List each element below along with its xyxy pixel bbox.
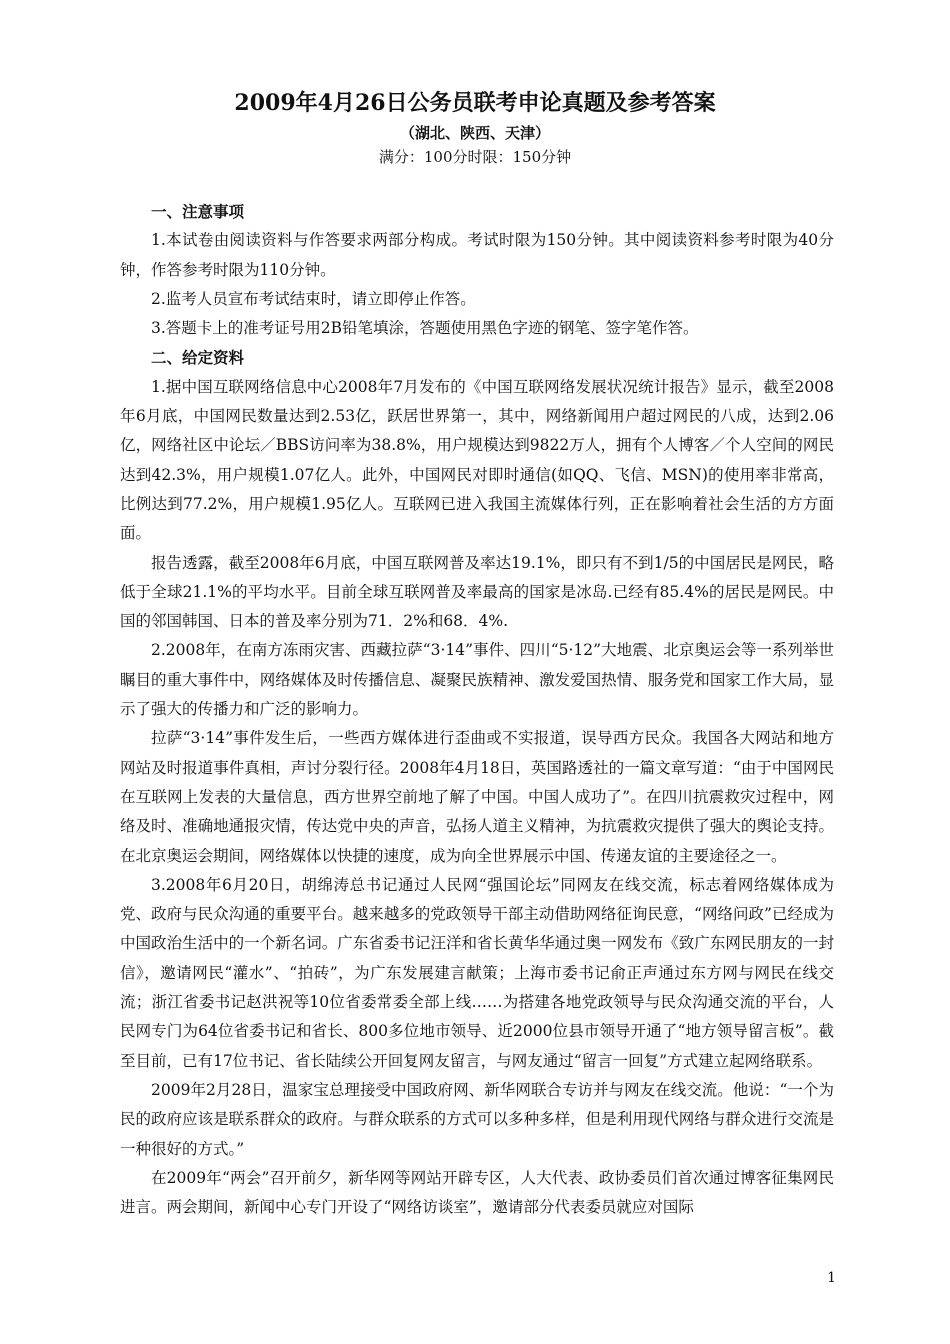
document-body [120, 197, 834, 1222]
notice-item: 3.答题卡上的准考证号用2B铅笔填涂，答题使用黑色字迹的钢笔、签字笔作答。 [151, 319, 699, 338]
material-paragraph: 1.据中国互联网络信息中心2008年7月发布的《中国互联网络发展状况统计报告》显示，截至2008年6月底，中国网民数量达到2.53亿，跃居世界第一，其中，网络新闻用户超过网民的八成，达到2.06亿，网络社区中论坛／BBS访问率为38.8%，用户规模达到9822万人，拥有个人博客／个人空间的网民达到42.3%，用户规模1.07亿人。此外，中国网民对即时通信(如QQ、飞信、MSN)的使用率非常高，比例达到77.2%，用户规模1.95亿人。互联网已进入我国主流媒体行列，正在影响着社会生活的方方面面。 [120, 377, 834, 543]
material-paragraph: 3.2008年6月20日，胡绵涛总书记通过人民网“强国论坛”同网友在线交流，标志着网络媒体成为党、政府与民众沟通的重要平台。越来越多的党政领导干部主动借助网络征询民意，“网络问政”已经成为中国政治生活中的一个新名词。广东省委书记汪洋和省长黄华华通过奥一网发布《致广东网民朋友的一封信》，邀请网民“灌水”、“拍砖”，为广东发展建言献策；上海市委书记俞正声通过东方网与网民在线交流；浙江省委书记赵洪祝等10位省委常委全部上线……为搭建各地党政领导与民众沟通交流的平台，人民网专门为64位省委书记和省长、800多位地市领导、近2000位县市领导开通了“地方领导留言板”。截至目前，已有17位书记、省长陆续公开回复网友留言，与网友通过“留言一回复”方式建立起网络联系。 [120, 875, 834, 1070]
material-paragraph: 拉萨“3·14”事件发生后，一些西方媒体进行歪曲或不实报道，误导西方民众。我国各大网站和地方网站及时报道事件真相，声讨分裂行径。2008年4月18日，英国路透社的一篇文章写道：“由于中国网民在互联网上发表的大量信息，西方世界空前地了解了中国。中国人成功了”。在四川抗震救灾过程中，网络及时、准确地通报灾情，传达党中央的声音，弘扬人道主义精神，为抗震救灾提供了强大的舆论支持。在北京奥运会期间，网络媒体以快捷的速度，成为向全世界展示中国、传递友谊的主要途径之一。 [120, 729, 834, 865]
material-paragraph: 2.2008年，在南方冻雨灾害、西藏拉萨“3·14”事件、四川“5·12”大地震、北京奥运会等一系列举世瞩目的重大事件中，网络媒体及时传播信息、凝聚民族精神、激发爱国热情、服务党和国家工作大局，显示了强大的传播力和广泛的影响力。 [120, 641, 834, 719]
material-paragraph: 在2009年“两会”召开前夕，新华网等网站开辟专区，人大代表、政协委员们首次通过博客征集网民进言。两会期间，新闻中心专门开设了“网络访谈室”，邀请部分代表委员就应对国际 [120, 1168, 834, 1217]
document-subtitle: （湖北、陕西、天津） [399, 124, 550, 142]
page-number: 1 [827, 1270, 836, 1286]
document-title: 2009年4月26日公务员联考申论真题及参考答案 [234, 90, 716, 116]
notice-item: 2.监考人员宣布考试结束时，请立即停止作答。 [151, 289, 476, 308]
materials-heading: 二、给定资料 [151, 348, 245, 368]
score-time-line: 满分：100分时限：150分钟 [378, 148, 572, 166]
material-paragraph: 报告透露，截至2008年6月底，中国互联网普及率达19.1%，即只有不到1/5的中国居民是网民，略低于全球21.1%的平均水平。目前全球互联网普及率最高的国家是冰岛.已经有85.4%的居民是网民。中国的邻国韩国、日本的普及率分别为71．2%和68．4%. [120, 553, 834, 631]
notice-item: 1.本试卷由阅读资料与作答要求两部分构成。考试时限为150分钟。其中阅读资料参考时限为40分钟，作答参考时限为110分钟。 [120, 231, 834, 279]
notice-heading: 一、注意事项 [151, 202, 245, 221]
material-paragraph: 2009年2月28日，温家宝总理接受中国政府网、新华网联合专访并与网友在线交流。他说：“一个为民的政府应该是联系群众的政府。与群众联系的方式可以多种多样，但是利用现代网络与群众进行交流是一种很好的方式。” [120, 1080, 834, 1158]
